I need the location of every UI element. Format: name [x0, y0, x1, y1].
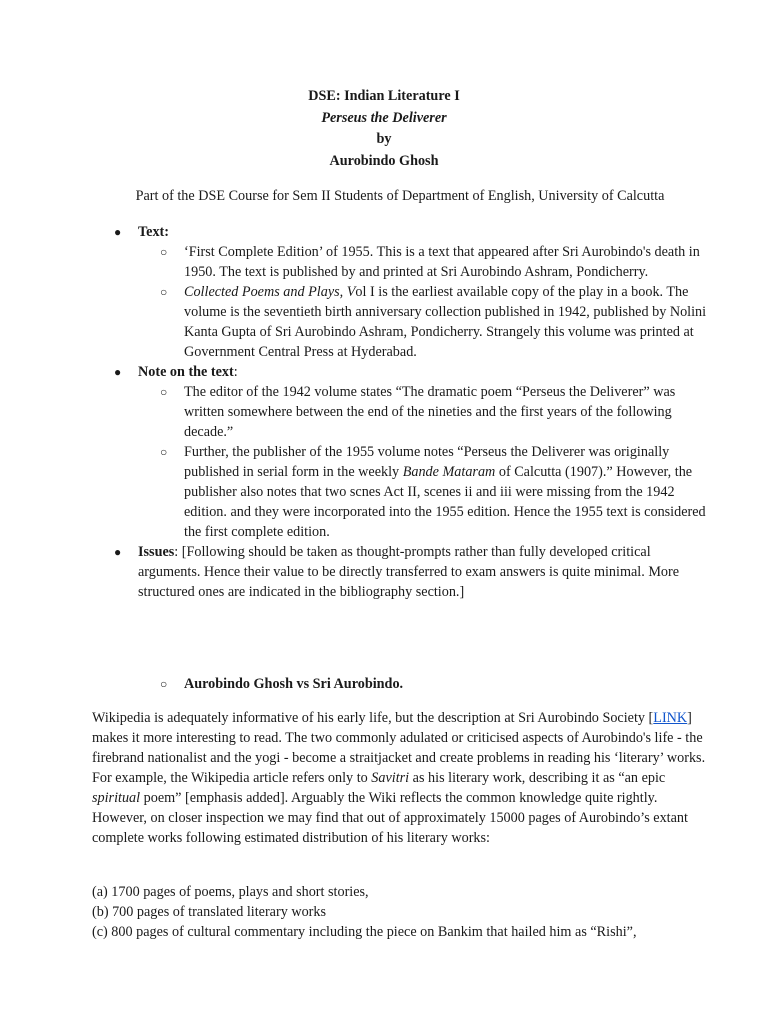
body-paragraph: [92, 708, 712, 848]
sub-item-text: Further, the publisher of the 1955 volume notes “Perseus the Deliverer was originally published in serial form in the weekly: [184, 444, 670, 480]
list-item-issues: [92, 542, 712, 602]
distribution-item: (b) 700 pages of translated literary works: [92, 904, 327, 920]
course-description: Part of the DSE Course for Sem II Students of Department of English, University of Calcutta: [135, 188, 665, 204]
bullet-hollow-icon: ○: [160, 445, 168, 459]
bullet-filled-icon: ●: [114, 545, 122, 559]
list-item-label: Text:: [138, 224, 169, 240]
sub-item-text: of Calcutta (1907).” However, the publisher also notes that two scnes Act II, scenes ii and iii were missing from the 1942 edition. and they were incorporated into the 1955 edition. Hence the 1955 text is considered the first complete edition.: [184, 464, 706, 540]
list-item-text: [92, 222, 712, 242]
sub-item-text: ‘First Complete Edition’ of 1955. This is a text that appeared after Sri Aurobindo's death in 1950. The text is published by and printed at Sri Aurobindo Ashram, Pondicherry.: [184, 244, 700, 280]
list-item-label: Note on the text: [138, 364, 234, 380]
bullet-list: [92, 222, 712, 602]
distribution-list: [92, 882, 732, 942]
author-name: Aurobindo Ghosh: [329, 152, 439, 169]
paragraph-text: Wikipedia is adequately informative of his early life, but the description at Sri Aurobindo Society: [92, 710, 649, 726]
sub-list-item: [92, 382, 712, 442]
bullet-hollow-icon: ○: [160, 245, 168, 259]
bullet-filled-icon: ●: [114, 225, 122, 239]
paragraph-text: poem” [emphasis added]. Arguably the Wiki reflects the common knowledge quite rightly. However, on closer inspection we may find that out of approximately 15000 pages of Aurobindo’s extant complete works following estimated distribution of his literary works:: [92, 790, 688, 846]
title-block: [0, 86, 768, 172]
sub-item-text: ol I is the earliest available copy of the play in a book. The volume is the seventieth birth anniversary collection published in 1942, published by Nolini Kanta Gupta of Sri Aurobindo Ashram, Pondicherry. Strangely this volume was printed at Government Central Press at Hyderabad.: [184, 284, 707, 360]
list-item-note: [92, 362, 712, 382]
distribution-item: (a) 1700 pages of poems, plays and short stories,: [92, 884, 369, 900]
section-heading: [160, 674, 403, 694]
society-link[interactable]: LINK: [653, 710, 688, 726]
bullet-hollow-icon: ○: [160, 677, 168, 691]
sub-item-italic: Collected Poems and Plays, V: [184, 284, 356, 300]
paragraph-italic: spiritual: [92, 790, 141, 806]
link-bracket: [: [648, 710, 654, 726]
list-item-text: : [Following should be taken as thought-prompts rather than fully developed critical arguments. Hence their value to be directly transferred to exam answers is quite minimal. More structured ones are indicated in the bibliography section.]: [138, 544, 680, 600]
distribution-item: (c) 800 pages of cultural commentary including the piece on Bankim that hailed him as “Rishi”,: [92, 924, 637, 940]
bullet-filled-icon: ●: [114, 365, 122, 379]
sub-item-text: The editor of the 1942 volume states “The dramatic poem “Perseus the Deliverer” was written somewhere between the end of the nineties and the first years of the following decade.”: [184, 384, 676, 440]
paragraph-text: as his literary work, describing it as “an epic: [409, 770, 666, 786]
paragraph-italic: Savitri: [371, 770, 410, 786]
sub-item-italic: Bande Mataram: [402, 464, 496, 480]
list-item-label: Issues: [138, 544, 175, 560]
list-item-suffix: :: [233, 364, 238, 380]
paragraph-text: makes it more interesting to read. The two commonly adulated or criticised aspects of Aurobindo's life - the firebrand nationalist and the yogi - become a straitjacket and create problems in reading his ‘literary’ works. For example, the Wikipedia article refers only to: [92, 730, 706, 786]
by-line: by: [376, 131, 392, 147]
sub-list-item: [92, 242, 712, 282]
sub-list-item: [92, 442, 712, 542]
link-bracket: ]: [687, 710, 692, 726]
bullet-hollow-icon: ○: [160, 385, 168, 399]
sub-list-item: [92, 282, 712, 362]
section-heading-text: Aurobindo Ghosh vs Sri Aurobindo.: [184, 676, 404, 692]
bullet-hollow-icon: ○: [160, 285, 168, 299]
work-title: Perseus the Deliverer: [321, 109, 447, 126]
course-title: DSE: Indian Literature I: [308, 88, 460, 104]
